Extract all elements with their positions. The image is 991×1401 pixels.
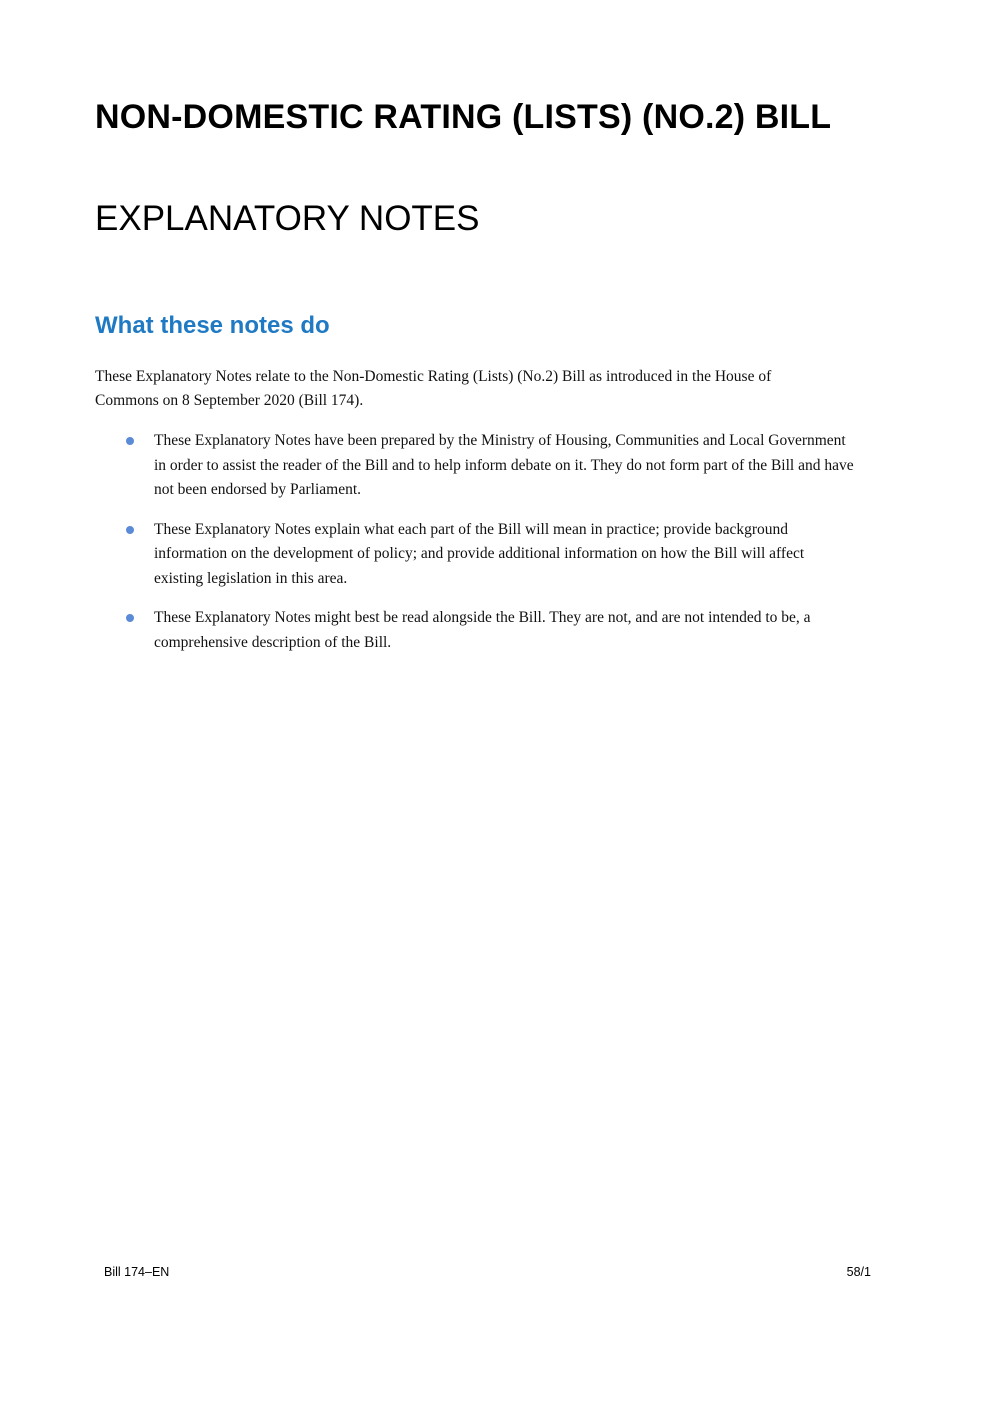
footer-page-number: 58/1 xyxy=(846,1265,871,1279)
bullet-text: These Explanatory Notes explain what each part of the Bill will mean in practice; provide background information on the development of policy; and provide additional information on how the Bill will affect existing legislation in this area. xyxy=(154,520,805,587)
bullet-dot-icon xyxy=(126,526,134,534)
section-heading: What these notes do xyxy=(95,312,330,339)
bullet-item xyxy=(95,429,854,503)
intro-paragraph: These Explanatory Notes relate to the Non-Domestic Rating (Lists) (No.2) Bill as introduced in the House of Commons on 8 September 2020 (Bill 174). xyxy=(95,368,772,409)
bullet-dot-icon xyxy=(126,614,134,622)
bullet-dot-icon xyxy=(126,437,134,445)
bullet-item xyxy=(95,606,854,655)
bullet-list xyxy=(95,429,865,670)
footer-bill-reference: Bill 174–EN xyxy=(104,1265,170,1279)
document-title: NON-DOMESTIC RATING (LISTS) (NO.2) BILL xyxy=(95,98,832,136)
document-subtitle: EXPLANATORY NOTES xyxy=(95,199,480,238)
bullet-text: These Explanatory Notes might best be read alongside the Bill. They are not, and are not intended to be, a comprehensive description of the Bill. xyxy=(154,609,811,651)
bullet-text: These Explanatory Notes have been prepared by the Ministry of Housing, Communities and Local Government in order to assist the reader of the Bill and to help inform debate on it. They do not form part of the Bill and have not been endorsed by Parliament. xyxy=(154,432,854,498)
bullet-item xyxy=(95,518,854,592)
